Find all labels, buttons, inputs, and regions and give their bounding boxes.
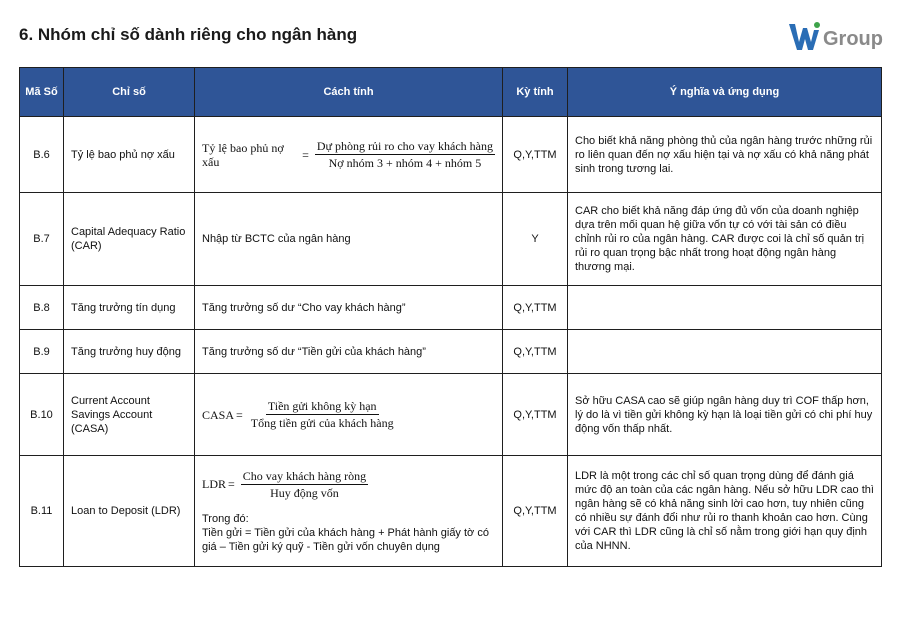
table-row — [20, 193, 882, 286]
formula-denominator: Nợ nhóm 3 + nhóm 4 + nhóm 5 — [328, 156, 482, 170]
formula-lhs: LDR — [202, 477, 226, 491]
header-ky-tinh: Kỳ tính — [503, 68, 568, 117]
row-method: Tăng trưởng số dư “Cho vay khách hàng” — [195, 286, 503, 330]
row-name: Tỷ lệ bao phủ nợ xấu — [64, 117, 195, 193]
row-code: B.9 — [20, 330, 64, 374]
formula-lhs: CASA — [202, 407, 235, 422]
row-method: Tăng trưởng số dư “Tiền gửi của khách hàng” — [195, 330, 503, 374]
formula-numerator: Tiền gửi không kỳ hạn — [267, 399, 377, 413]
ratio-table — [19, 67, 882, 567]
row-period: Q,Y,TTM — [503, 374, 568, 456]
header-chi-so: Chỉ số — [64, 68, 195, 117]
row-name: Loan to Deposit (LDR) — [64, 456, 195, 567]
row-meaning — [568, 330, 882, 374]
table-row — [20, 117, 882, 193]
row-meaning: CAR cho biết khả năng đáp ứng đủ vốn của doanh nghiệp dựa trên mối quan hệ giữa vốn tự có với tài sản có điều chỉnh rủi ro của ngân hàng. CAR được coi là chỉ số quản trị rủi ro quan trọng bậc nhất trong hoạt động ngân hàng thương mại. — [568, 193, 882, 286]
logo-w-icon — [788, 22, 822, 52]
table-row — [20, 374, 882, 456]
header-ma-so: Mã Số — [20, 68, 64, 117]
table-row — [20, 456, 882, 567]
formula-numerator: Cho vay khách hàng ròng — [242, 468, 367, 483]
table-header-row — [20, 68, 882, 117]
page-title: 6. Nhóm chỉ số dành riêng cho ngân hàng — [19, 25, 358, 44]
row-period: Q,Y,TTM — [503, 330, 568, 374]
wigroup-logo — [788, 18, 884, 52]
row-period: Q,Y,TTM — [503, 117, 568, 193]
row-name: Capital Adequacy Ratio (CAR) — [64, 193, 195, 286]
row-period: Q,Y,TTM — [503, 286, 568, 330]
header-y-nghia: Ý nghĩa và ứng dụng — [568, 68, 882, 117]
row-code: B.10 — [20, 374, 64, 456]
formula-denominator: Tổng tiền gửi của khách hàng — [250, 416, 394, 430]
row-code: B.8 — [20, 286, 64, 330]
row-name: Current Account Savings Account (CASA) — [64, 374, 195, 456]
row-formula: LDR = $\frac{\text{Cho vay khách hàng ròng}}{\text{Huy động vốn}}$ Trong đó: Tiền gửi = Tiền gửi của khách hàng + Phát hành giấy tờ có giá – Tiền gửi ký quỹ - Tiền gửi vốn chuyên dụng — [195, 456, 503, 567]
table-row — [20, 286, 882, 330]
row-meaning: Sở hữu CASA cao sẽ giúp ngân hàng duy trì COF thấp hơn, lý do là vì tiền gửi không kỳ hạn là loại tiền gửi có chi phí huy động vốn thấp nhất. — [568, 374, 882, 456]
row-meaning — [568, 286, 882, 330]
table-row — [20, 330, 882, 374]
row-code: B.6 — [20, 117, 64, 193]
row-code: B.7 — [20, 193, 64, 286]
row-formula: Tỷ lệ bao phủ nợ xấu = $\frac{\text{Dự phòng rủi ro cho vay khách hàng}}{\text{Nợ nhóm 3 + nhóm 4 + nhóm 5}}$ — [195, 117, 503, 193]
formula-note-body: Tiền gửi = Tiền gửi của khách hàng + Phát hành giấy tờ có giá – Tiền gửi ký quỹ - Tiền gửi vốn chuyên dụng — [202, 526, 489, 553]
row-code: B.11 — [20, 456, 64, 567]
row-period: Y — [503, 193, 568, 286]
formula-denominator: Huy động vốn — [270, 485, 339, 500]
logo-text: Group — [823, 28, 883, 50]
row-name: Tăng trưởng huy động — [64, 330, 195, 374]
formula-lhs: Tỷ lệ bao phủ nợ xấu — [202, 140, 284, 169]
row-method: Nhập từ BCTC của ngân hàng — [195, 193, 503, 286]
row-name: Tăng trưởng tín dụng — [64, 286, 195, 330]
row-meaning: Cho biết khả năng phòng thủ của ngân hàng trước những rủi ro liên quan đến nợ xấu hiện tại và nợ xấu có khả năng phát sinh trong tương lai. — [568, 117, 882, 193]
formula-note-title: Trong đó: — [202, 512, 249, 525]
row-period: Q,Y,TTM — [503, 456, 568, 567]
row-meaning: LDR là một trong các chỉ số quan trọng dùng để đánh giá mức độ an toàn của các ngân hàng. Nếu sở hữu LDR cao thì ngân hàng sẽ có khả năng sinh lời cao hơn, tuy nhiên cũng có nhiều sự đánh đổi như rủi ro thanh khoản cao hơn. Cùng với CAR thì LDR cũng là chỉ số nằm trong giới hạn quy định của NHNN. — [568, 456, 882, 567]
formula-numerator: Dự phòng rủi ro cho vay khách hàng — [316, 139, 493, 153]
header-cach-tinh: Cách tính — [195, 68, 503, 117]
row-formula: CASA = $\frac{\text{Tiền gửi không kỳ hạn}}{\text{Tổng tiền gửi của khách hàng}}$ — [195, 374, 503, 456]
